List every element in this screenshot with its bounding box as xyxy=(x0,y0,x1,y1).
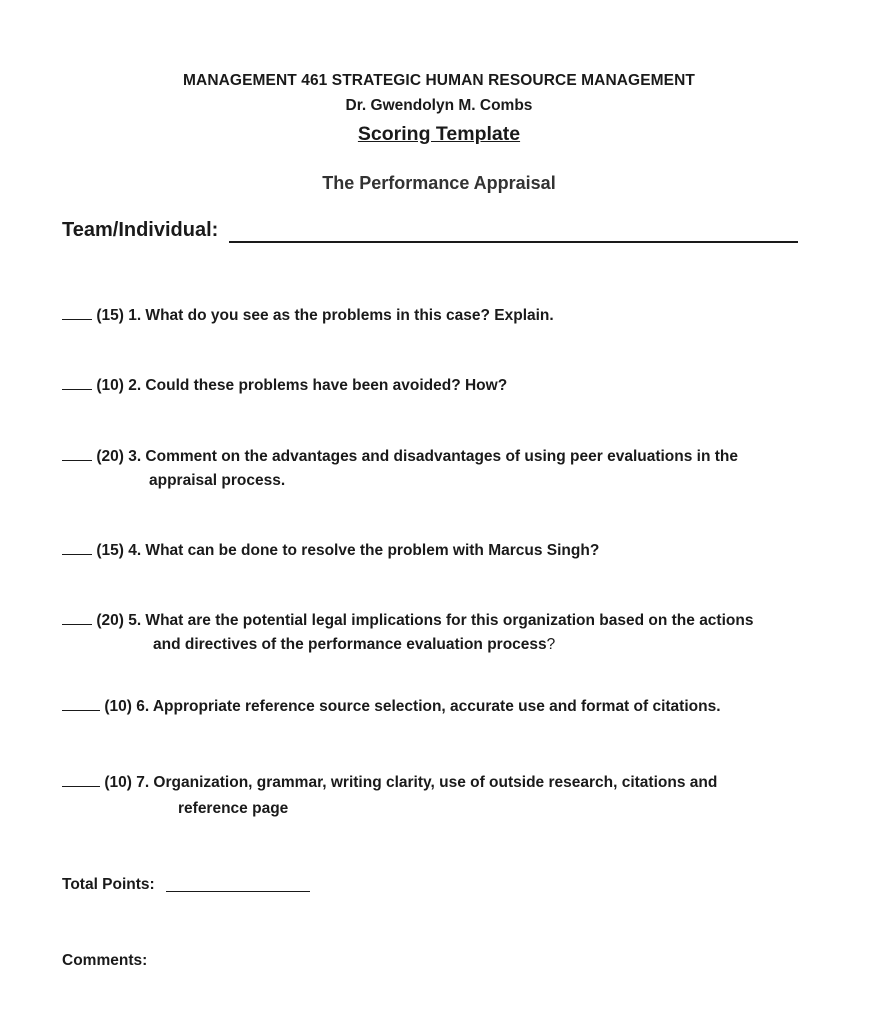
question-6-points: (10) xyxy=(104,698,132,715)
score-blank-3[interactable] xyxy=(62,460,92,461)
comments-label: Comments: xyxy=(62,952,148,969)
team-individual-blank[interactable] xyxy=(229,241,798,243)
score-blank-6[interactable] xyxy=(62,710,100,711)
question-7-points: (10) xyxy=(104,774,132,791)
question-5-points: (20) xyxy=(96,612,124,629)
question-5 xyxy=(62,612,753,630)
question-2-points: (10) xyxy=(96,377,124,394)
document-title: Scoring Template xyxy=(357,123,521,145)
question-6 xyxy=(62,698,721,716)
score-blank-1[interactable] xyxy=(62,319,92,320)
score-blank-4[interactable] xyxy=(62,554,92,555)
question-2-text: 2. Could these problems have been avoided? How? xyxy=(128,377,508,394)
question-5-text: 5. What are the potential legal implications for this organization based on the actions xyxy=(128,612,754,629)
question-1-text: 1. What do you see as the problems in this case? Explain. xyxy=(128,307,554,324)
question-5-continued-text: and directives of the performance evaluation process xyxy=(153,636,547,653)
question-7 xyxy=(62,774,717,792)
question-5-continued xyxy=(153,636,555,654)
instructor-name: Dr. Gwendolyn M. Combs xyxy=(345,97,533,114)
score-blank-2[interactable] xyxy=(62,389,92,390)
question-7-text: 7. Organization, grammar, writing clarity, use of outside research, citations and xyxy=(136,774,718,791)
question-4 xyxy=(62,542,599,560)
question-5-question-mark: ? xyxy=(546,636,556,653)
total-points-label: Total Points: xyxy=(62,876,155,893)
score-blank-7[interactable] xyxy=(62,786,100,787)
question-4-text: 4. What can be done to resolve the problem with Marcus Singh? xyxy=(128,542,600,559)
team-individual-label: Team/Individual: xyxy=(62,219,219,241)
question-1-points: (15) xyxy=(96,307,124,324)
question-6-text: 6. Appropriate reference source selection, accurate use and format of citations. xyxy=(136,698,721,715)
question-3 xyxy=(62,448,738,466)
course-heading: MANAGEMENT 461 STRATEGIC HUMAN RESOURCE MANAGEMENT xyxy=(183,72,695,89)
question-3-text: 3. Comment on the advantages and disadvantages of using peer evaluations in the xyxy=(128,448,739,465)
case-title: The Performance Appraisal xyxy=(322,173,556,193)
question-3-continued: appraisal process. xyxy=(149,472,286,489)
question-2 xyxy=(62,377,507,395)
question-3-points: (20) xyxy=(96,448,124,465)
question-1 xyxy=(62,307,554,325)
question-7-continued: reference page xyxy=(178,800,289,817)
question-4-points: (15) xyxy=(96,542,124,559)
total-points-blank[interactable] xyxy=(166,891,310,892)
score-blank-5[interactable] xyxy=(62,624,92,625)
